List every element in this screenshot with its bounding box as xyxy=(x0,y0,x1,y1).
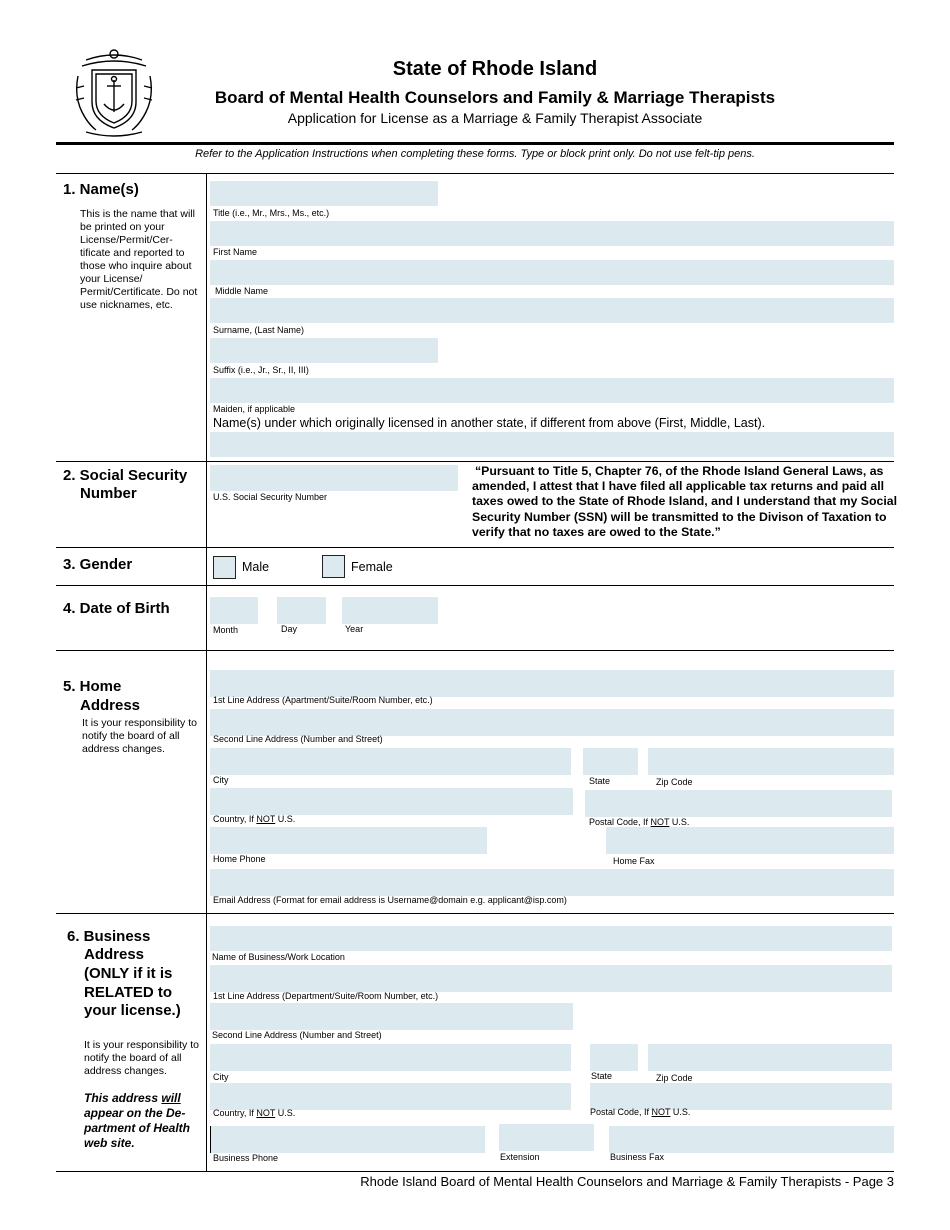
business-state-input[interactable] xyxy=(590,1044,638,1071)
surname-input[interactable] xyxy=(210,298,894,323)
home-section-title: 5. Home xyxy=(63,678,122,695)
business-line1-input[interactable] xyxy=(210,965,892,992)
dob-year-label: Year xyxy=(345,624,364,634)
gender-section-title: 3. Gender xyxy=(63,556,133,573)
dob-day-label: Day xyxy=(281,624,298,634)
home-fax-label: Home Fax xyxy=(613,856,655,866)
instructions-text: Refer to the Application Instructions when completing these forms. Type or block print only. Do not use felt-tip pens. xyxy=(195,148,755,160)
business-city-label: City xyxy=(213,1072,229,1082)
home-phone-label: Home Phone xyxy=(213,854,266,864)
female-checkbox[interactable] xyxy=(322,555,345,578)
home-state-input[interactable] xyxy=(583,748,638,775)
home-section-title-line2: Address xyxy=(80,697,141,714)
business-website-note: This address will appear on the De-partment of Health web site. xyxy=(84,1091,191,1150)
home-country-input[interactable] xyxy=(210,788,573,815)
business-name-input[interactable] xyxy=(210,926,892,951)
home-city-label: City xyxy=(213,775,229,785)
dob-month-label: Month xyxy=(213,625,239,635)
names-note: This is the name that will be printed on your License/Permit/Cer-tificate and reported to those who inquire about your License/ Permit/Certificate. Do not use nicknames, etc. xyxy=(80,208,198,311)
suffix-label: Suffix (i.e., Jr., Sr., II, III) xyxy=(213,365,309,375)
column-divider xyxy=(206,173,207,1172)
section-rule-3 xyxy=(56,585,894,586)
business-line1-label: 1st Line Address (Department/Suite/Room Number, etc.) xyxy=(213,991,439,1001)
home-zip-label: Zip Code xyxy=(656,777,693,787)
business-phone-label: Business Phone xyxy=(213,1153,279,1163)
home-line2-input[interactable] xyxy=(210,709,894,736)
business-section-title-line5: your license.) xyxy=(84,1002,181,1019)
dob-year-input[interactable] xyxy=(342,597,438,624)
application-subtitle: Application for License as a Marriage & Family Therapist Associate xyxy=(287,110,703,126)
surname-label: Surname, (Last Name) xyxy=(213,325,305,335)
home-country-label: Country, If NOT U.S. xyxy=(213,814,296,824)
home-line1-input[interactable] xyxy=(210,670,894,697)
title-input[interactable] xyxy=(210,181,438,206)
business-fax-input[interactable] xyxy=(609,1126,894,1153)
business-line2-label: Second Line Address (Number and Street) xyxy=(212,1030,382,1040)
business-state-label: State xyxy=(591,1071,613,1081)
page-footer: Rhode Island Board of Mental Health Counselors and Marriage & Family Therapists - Page 3 xyxy=(360,1174,894,1189)
dob-section-title: 4. Date of Birth xyxy=(63,600,170,617)
other-state-names-label: Name(s) under which originally licensed in another state, if different from above (First, Middle, Last). xyxy=(213,416,766,430)
ssn-section-title-line2: Number xyxy=(80,485,137,502)
home-email-input[interactable] xyxy=(210,869,894,896)
home-postal-label: Postal Code, If NOT U.S. xyxy=(589,817,690,827)
home-note: It is your responsibility to notify the board of all address changes. xyxy=(82,717,197,755)
home-zip-input[interactable] xyxy=(648,748,894,775)
page-title: State of Rhode Island xyxy=(392,58,598,80)
ssn-section-title: 2. Social Security xyxy=(63,467,188,484)
female-label: Female xyxy=(351,560,393,574)
middle-name-label: Middle Name xyxy=(215,286,269,296)
ssn-label: U.S. Social Security Number xyxy=(213,492,328,502)
business-postal-input[interactable] xyxy=(590,1083,892,1110)
names-section-title: 1. Name(s) xyxy=(63,181,139,198)
header-rule xyxy=(56,142,894,145)
business-name-label: Name of Business/Work Location xyxy=(212,952,345,962)
title-label: Title (i.e., Mr., Mrs., Ms., etc.) xyxy=(213,208,330,218)
home-phone-input[interactable] xyxy=(210,827,487,854)
business-zip-input[interactable] xyxy=(648,1044,892,1071)
home-fax-input[interactable] xyxy=(606,827,894,854)
suffix-input[interactable] xyxy=(210,338,438,363)
home-email-label: Email Address (Format for email address is Username@domain e.g. applicant@isp.com) xyxy=(213,895,567,905)
home-city-input[interactable] xyxy=(210,748,571,775)
business-fax-label: Business Fax xyxy=(610,1152,665,1162)
home-line1-label: 1st Line Address (Apartment/Suite/Room Number, etc.) xyxy=(213,695,433,705)
board-name: Board of Mental Health Counselors and Family & Marriage Therapists xyxy=(214,88,776,107)
business-zip-label: Zip Code xyxy=(656,1073,693,1083)
business-phone-input[interactable] xyxy=(210,1126,485,1153)
business-extension-input[interactable] xyxy=(499,1124,594,1151)
other-state-names-input[interactable] xyxy=(210,432,894,457)
business-line2-input[interactable] xyxy=(210,1003,573,1030)
section-rule-1 xyxy=(56,461,894,462)
maiden-name-input[interactable] xyxy=(210,378,894,403)
business-note: It is your responsibility to notify the board of all address changes. xyxy=(84,1039,199,1077)
ssn-statement: “Pursuant to Title 5, Chapter 76, of the Rhode Island General Laws, as amended, I attest that I have filed all applicable tax returns and paid all taxes owed to the State of Rhode Island, and I understand that my Social Security Number (SSN) will be transmitted to the Divison of Taxation to verify that no taxes are owed to the State.” xyxy=(472,464,897,539)
business-section-title-line2: Address xyxy=(84,946,145,963)
business-section-title: 6. Business xyxy=(67,928,151,945)
dob-month-input[interactable] xyxy=(210,597,258,624)
ssn-input[interactable] xyxy=(210,465,458,491)
maiden-name-label: Maiden, if applicable xyxy=(213,404,296,414)
instructions-rule xyxy=(56,173,894,174)
first-name-input[interactable] xyxy=(210,221,894,246)
section-rule-2 xyxy=(56,547,894,548)
business-section-title-line4: RELATED to xyxy=(84,984,173,1001)
section-rule-5 xyxy=(56,913,894,914)
business-city-input[interactable] xyxy=(210,1044,571,1071)
business-country-input[interactable] xyxy=(210,1083,571,1110)
male-checkbox[interactable] xyxy=(213,556,236,579)
male-label: Male xyxy=(242,560,270,574)
business-extension-label: Extension xyxy=(500,1152,540,1162)
dob-day-input[interactable] xyxy=(277,597,326,624)
middle-name-input[interactable] xyxy=(210,260,894,285)
business-country-label: Country, If NOT U.S. xyxy=(213,1108,296,1118)
section-rule-4 xyxy=(56,650,894,651)
business-postal-label: Postal Code, If NOT U.S. xyxy=(590,1107,691,1117)
first-name-label: First Name xyxy=(213,247,258,257)
home-postal-input[interactable] xyxy=(585,790,892,817)
home-state-label: State xyxy=(589,776,611,786)
section-rule-6 xyxy=(56,1171,894,1172)
home-line2-label: Second Line Address (Number and Street) xyxy=(213,734,383,744)
business-section-title-line3: (ONLY if it is xyxy=(84,965,173,982)
